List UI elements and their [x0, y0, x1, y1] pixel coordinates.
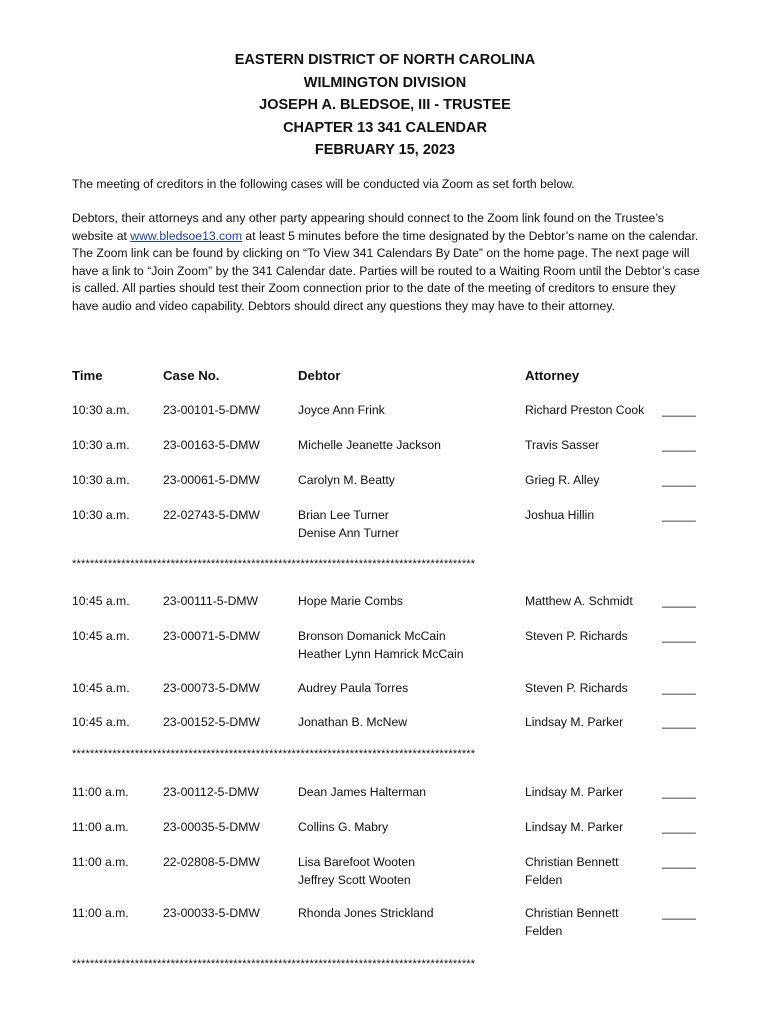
attorney-cell: Richard Preston Cook	[525, 403, 645, 417]
time-cell: 10:45 a.m.	[72, 629, 130, 643]
debtor-name: Brian Lee Turner	[298, 508, 389, 522]
debtor-name: Lisa Barefoot Wooten	[298, 855, 415, 869]
case-number-cell: 23-00071-5-DMW	[163, 629, 260, 643]
debtor-name: Dean James Halterman	[298, 785, 427, 799]
debtor-name: Bronson Domanick McCain	[298, 629, 446, 643]
signature-blank: _____	[662, 629, 696, 643]
attorney-cell: Lindsay M. Parker	[525, 820, 624, 834]
debtor-cell	[298, 472, 395, 490]
debtor-cell	[298, 905, 434, 923]
case-number-cell: 23-00061-5-DMW	[163, 473, 260, 487]
header-line-district: EASTERN DISTRICT OF NORTH CAROLINA	[234, 52, 536, 68]
header-line-calendar: CHAPTER 13 341 CALENDAR	[283, 119, 487, 136]
signature-blank: _____	[662, 715, 696, 729]
time-cell: 10:30 a.m.	[72, 473, 130, 487]
header-line-trustee: JOSEPH A. BLEDSOE, III - TRUSTEE	[259, 97, 511, 114]
debtor-name: Joyce Ann Frink	[298, 403, 385, 417]
debtor-cell	[298, 784, 426, 802]
intro-paragraph-2	[72, 210, 702, 315]
debtor-name: Rhonda Jones Strickland	[298, 906, 434, 920]
intro-text-2b: at least 5 minutes before the time designated by the Debtor’s name on the calendar. The Zoom link can be found by clicking on “To View 341 Calendars By Date” on the home page. The next page will have a link to “Join Zoom” by the 341 Calendar date. Parties will be routed to a Waiting Room until the Debtor’s case is called. All parties should test their Zoom connection prior to the date of the meeting of creditors to ensure they have audio and video capability. Debtors should direct any questions they may have to their attorney.	[72, 228, 700, 313]
attorney-cell: Steven P. Richards	[525, 681, 628, 695]
debtor-cell	[298, 819, 388, 837]
debtor-name: Hope Marie Combs	[298, 594, 403, 608]
case-number-cell: 23-00163-5-DMW	[163, 438, 260, 452]
trustee-website-link[interactable]: www.bledsoe13.com	[130, 228, 243, 243]
debtor-cell	[298, 628, 464, 663]
group-separator: ******************************************************************************************	[72, 558, 476, 570]
joint-debtor-name: Jeffrey Scott Wooten	[298, 872, 411, 887]
debtor-cell	[298, 402, 385, 420]
signature-blank: _____	[662, 820, 696, 834]
case-number-cell: 23-00035-5-DMW	[163, 820, 260, 834]
time-cell: 11:00 a.m.	[72, 820, 129, 834]
column-header-attorney: Attorney	[525, 368, 580, 383]
debtor-cell	[298, 593, 403, 611]
case-number-cell: 23-00111-5-DMW	[163, 594, 259, 608]
case-number-cell: 23-00112-5-DMW	[163, 785, 259, 799]
time-cell: 10:45 a.m.	[72, 715, 130, 729]
signature-blank: _____	[662, 438, 696, 452]
signature-blank: _____	[662, 785, 696, 799]
time-cell: 11:00 a.m.	[72, 855, 129, 869]
time-cell: 10:30 a.m.	[72, 508, 130, 522]
group-separator: ******************************************************************************************	[72, 748, 476, 760]
signature-blank: _____	[662, 508, 696, 522]
case-number-cell: 23-00033-5-DMW	[163, 906, 260, 920]
header-line-date: FEBRUARY 15, 2023	[314, 142, 456, 159]
debtor-cell	[298, 680, 408, 698]
column-header-time: Time	[72, 368, 103, 383]
attorney-cell: Lindsay M. Parker	[525, 785, 624, 799]
signature-blank: _____	[662, 906, 696, 920]
joint-debtor-name: Heather Lynn Hamrick McCain	[298, 646, 464, 661]
signature-blank: _____	[662, 855, 696, 869]
attorney-cell: Matthew A. Schmidt	[525, 594, 633, 608]
debtor-name: Collins G. Mabry	[298, 820, 389, 834]
case-number-cell: 23-00073-5-DMW	[163, 681, 260, 695]
case-number-cell: 23-00101-5-DMW	[163, 403, 260, 417]
signature-blank: _____	[662, 594, 696, 608]
attorney-cell: Travis Sasser	[525, 438, 600, 452]
header-line-division: WILMINGTON DIVISION	[303, 74, 467, 91]
intro-text-1: The meeting of creditors in the following cases will be conducted via Zoom as set forth below.	[72, 177, 575, 191]
time-cell: 10:30 a.m.	[72, 403, 130, 417]
case-number-cell: 22-02808-5-DMW	[163, 855, 260, 869]
case-number-cell: 22-02743-5-DMW	[163, 508, 260, 522]
column-header-debtor: Debtor	[298, 368, 341, 383]
debtor-cell	[298, 714, 407, 732]
debtor-cell	[298, 507, 399, 542]
attorney-cell: Joshua Hillin	[525, 508, 595, 522]
debtor-name: Audrey Paula Torres	[298, 681, 409, 695]
time-cell: 11:00 a.m.	[72, 906, 129, 920]
attorney-cell: Christian Bennett Felden	[525, 855, 619, 887]
debtor-name: Michelle Jeanette Jackson	[298, 438, 441, 452]
joint-debtor-name: Denise Ann Turner	[298, 525, 399, 540]
intro-paragraph-1	[72, 176, 702, 193]
attorney-cell: Lindsay M. Parker	[525, 715, 624, 729]
document-header	[0, 49, 770, 162]
group-separator: ******************************************************************************************	[72, 958, 476, 970]
signature-blank: _____	[662, 403, 696, 417]
signature-blank: _____	[662, 681, 696, 695]
time-cell: 10:30 a.m.	[72, 438, 130, 452]
time-cell: 11:00 a.m.	[72, 785, 129, 799]
debtor-name: Jonathan B. McNew	[298, 715, 408, 729]
time-cell: 10:45 a.m.	[72, 681, 130, 695]
intro-text-2a: Debtors, their attorneys and any other party appearing should connect to the Zoom link found on the Trustee’s website at	[72, 211, 664, 243]
column-header-case: Case No.	[163, 368, 220, 383]
signature-blank: _____	[662, 473, 696, 487]
debtor-cell	[298, 854, 415, 889]
attorney-cell: Steven P. Richards	[525, 629, 628, 643]
debtor-name: Carolyn M. Beatty	[298, 473, 395, 487]
debtor-cell	[298, 437, 441, 455]
time-cell: 10:45 a.m.	[72, 594, 130, 608]
attorney-cell: Grieg R. Alley	[525, 473, 600, 487]
attorney-cell: Christian Bennett Felden	[525, 906, 619, 938]
case-number-cell: 23-00152-5-DMW	[163, 715, 260, 729]
